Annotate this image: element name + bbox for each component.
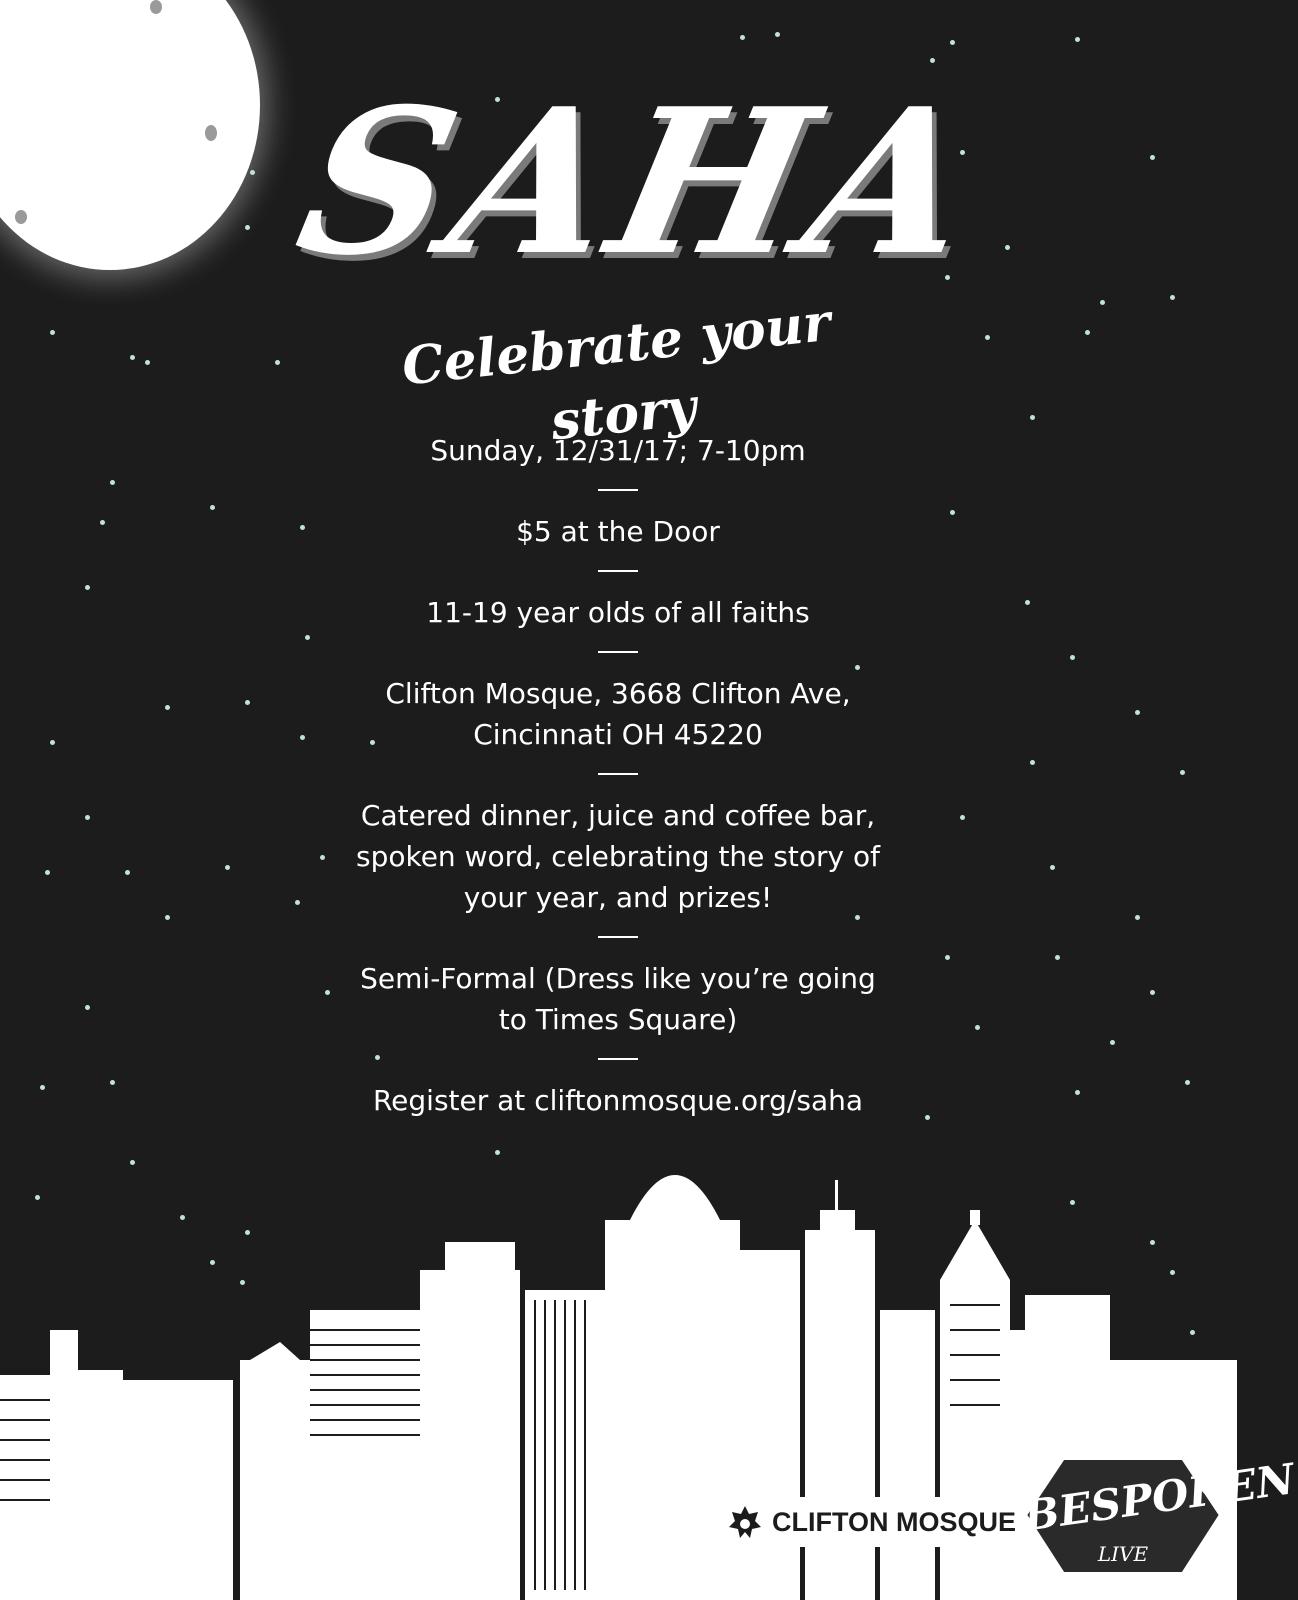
moon-crater — [150, 0, 162, 14]
star-icon — [1110, 1040, 1115, 1045]
event-location-line1: Clifton Mosque, 3668 Clifton Ave, — [385, 677, 851, 710]
event-register: Register at cliftonmosque.org/saha — [372, 1084, 864, 1117]
star-icon — [1075, 37, 1080, 42]
star-icon — [110, 480, 115, 485]
star-icon — [45, 870, 50, 875]
moon-icon — [0, 0, 260, 270]
star-icon — [1050, 865, 1055, 870]
star-icon — [40, 1085, 45, 1090]
event-location-line2: Cincinnati OH 45220 — [473, 718, 763, 751]
divider — [598, 651, 638, 653]
divider — [598, 936, 638, 938]
star-icon — [245, 225, 250, 230]
star-icon — [945, 955, 950, 960]
star-icon — [125, 870, 130, 875]
star-icon — [740, 35, 745, 40]
bespoken-sub-label: LIVE — [1097, 1542, 1149, 1566]
event-activities-line2: spoken word, celebrating the story of — [356, 840, 880, 873]
star-icon — [985, 335, 990, 340]
star-icon — [225, 865, 230, 870]
star-icon — [1180, 770, 1185, 775]
star-icon — [245, 700, 250, 705]
star-icon — [960, 815, 965, 820]
star-icon — [1150, 155, 1155, 160]
event-details — [318, 430, 918, 1121]
star-icon — [300, 735, 305, 740]
event-audience: 11-19 year olds of all faiths — [426, 596, 810, 629]
star-icon — [295, 900, 300, 905]
star-icon — [950, 40, 955, 45]
divider — [598, 773, 638, 775]
star-icon — [165, 915, 170, 920]
clifton-mosque-logo — [720, 1497, 1032, 1547]
moon-crater — [205, 125, 217, 141]
event-title: SAHA — [281, 65, 999, 300]
event-tagline: Celebrate your story — [399, 291, 834, 453]
star-icon — [1100, 300, 1105, 305]
star-icon — [130, 355, 135, 360]
star-icon — [50, 330, 55, 335]
divider — [598, 1058, 638, 1060]
event-activities-line1: Catered dinner, juice and coffee bar, — [360, 799, 876, 832]
star-icon — [950, 510, 955, 515]
event-activities-line3: your year, and prizes! — [463, 881, 773, 914]
star-icon — [275, 360, 280, 365]
star-icon — [305, 635, 310, 640]
star-icon — [775, 32, 780, 37]
star-icon — [1085, 330, 1090, 335]
star-icon — [1135, 915, 1140, 920]
star-icon — [1025, 600, 1030, 605]
bespoken-label: BESPOKEN — [1020, 1454, 1298, 1541]
star-icon — [1055, 955, 1060, 960]
divider — [598, 570, 638, 572]
star-icon — [85, 815, 90, 820]
star-icon — [110, 1080, 115, 1085]
star-icon — [1135, 710, 1140, 715]
star-icon — [100, 520, 105, 525]
event-price: $5 at the Door — [516, 515, 720, 548]
moon-crater — [15, 210, 27, 224]
star-icon — [1030, 415, 1035, 420]
clifton-mosque-logo-icon — [728, 1505, 762, 1539]
star-icon — [1070, 655, 1075, 660]
event-datetime: Sunday, 12/31/17; 7-10pm — [430, 434, 806, 467]
star-icon — [85, 1005, 90, 1010]
star-icon — [50, 740, 55, 745]
star-icon — [145, 360, 150, 365]
star-icon — [210, 505, 215, 510]
event-dress-line2: to Times Square) — [498, 1003, 738, 1036]
star-icon — [85, 585, 90, 590]
star-icon — [1075, 1090, 1080, 1095]
star-icon — [165, 705, 170, 710]
star-icon — [975, 1025, 980, 1030]
star-icon — [1005, 245, 1010, 250]
star-icon — [250, 170, 255, 175]
star-icon — [1170, 295, 1175, 300]
star-icon — [300, 525, 305, 530]
star-icon — [1030, 760, 1035, 765]
clifton-mosque-label: CLIFTON MOSQUE — [772, 1506, 1017, 1537]
bespoken-live-logo — [1020, 1450, 1298, 1580]
star-icon — [925, 1115, 930, 1120]
star-icon — [1150, 990, 1155, 995]
event-dress-line1: Semi-Formal (Dress like you’re going — [360, 962, 876, 995]
star-icon — [1185, 1080, 1190, 1085]
divider — [598, 489, 638, 491]
